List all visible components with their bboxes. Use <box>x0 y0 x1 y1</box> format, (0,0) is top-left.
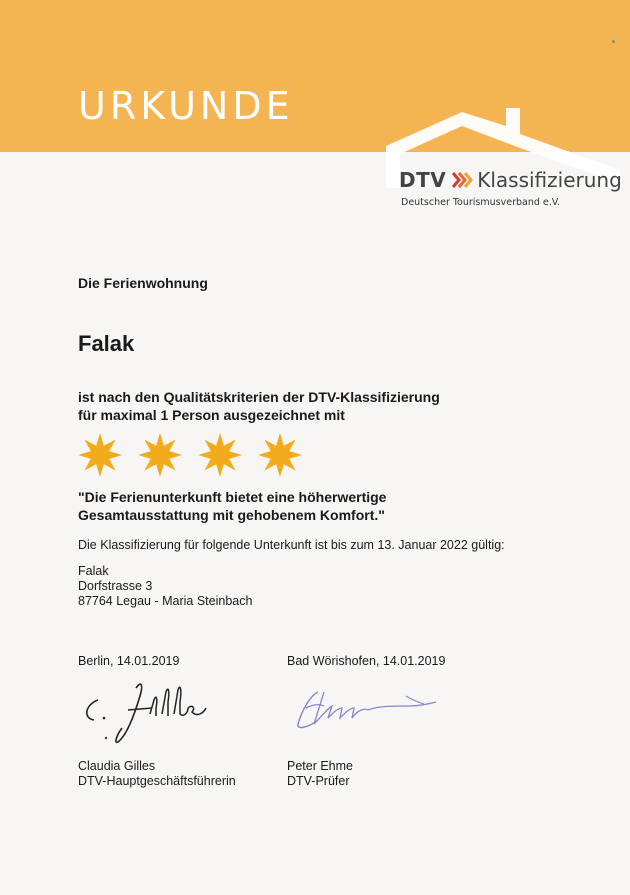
signer-left-name: Claudia Gilles <box>78 759 156 773</box>
criteria-line-1: ist nach den Qualitätskriterien der DTV-Klassifizierung <box>78 389 440 405</box>
place-date-left: Berlin, 14.01.2019 <box>78 654 180 668</box>
address-city: 87764 Legau - Maria Steinbach <box>78 594 253 608</box>
signer-right-role: DTV-Prüfer <box>287 774 350 788</box>
property-address <box>78 564 252 609</box>
dtv-logo <box>399 168 622 192</box>
criteria-line-2: für maximal 1 Person ausgezeichnet mit <box>78 407 345 423</box>
address-street: Dorfstrasse 3 <box>78 579 153 593</box>
star-icon <box>78 433 122 477</box>
signer-right-name: Peter Ehme <box>287 759 354 773</box>
signature-ehme <box>288 680 448 740</box>
property-name: Falak <box>78 331 135 356</box>
certificate-title: URKUNDE <box>78 84 294 128</box>
signature-gilles <box>80 678 230 748</box>
star-rating <box>78 433 302 477</box>
paper-speck <box>612 40 615 43</box>
star-icon <box>258 433 302 477</box>
logo-product: Klassifizierung <box>477 168 622 192</box>
signer-left-role: DTV-Hauptgeschäftsführerin <box>78 774 236 788</box>
logo-chevrons-icon <box>451 171 473 189</box>
address-name: Falak <box>78 564 109 578</box>
criteria-text <box>78 388 538 424</box>
signer-left <box>78 759 236 789</box>
category-quote <box>78 488 548 524</box>
property-type: Die Ferienwohnung <box>78 275 208 291</box>
quote-line-1: "Die Ferienunterkunft bietet eine höherwertige <box>78 489 387 505</box>
validity-text: Die Klassifizierung für folgende Unterkunft ist bis zum 13. Januar 2022 gültig: <box>78 538 505 552</box>
signer-right <box>287 759 353 789</box>
logo-brand: DTV <box>399 168 447 192</box>
quote-line-2: Gesamtausstattung mit gehobenem Komfort." <box>78 507 385 523</box>
logo-subtitle: Deutscher Tourismusverband e.V. <box>401 197 561 208</box>
place-date-right: Bad Wörishofen, 14.01.2019 <box>287 654 446 668</box>
star-icon <box>198 433 242 477</box>
star-icon <box>138 433 182 477</box>
